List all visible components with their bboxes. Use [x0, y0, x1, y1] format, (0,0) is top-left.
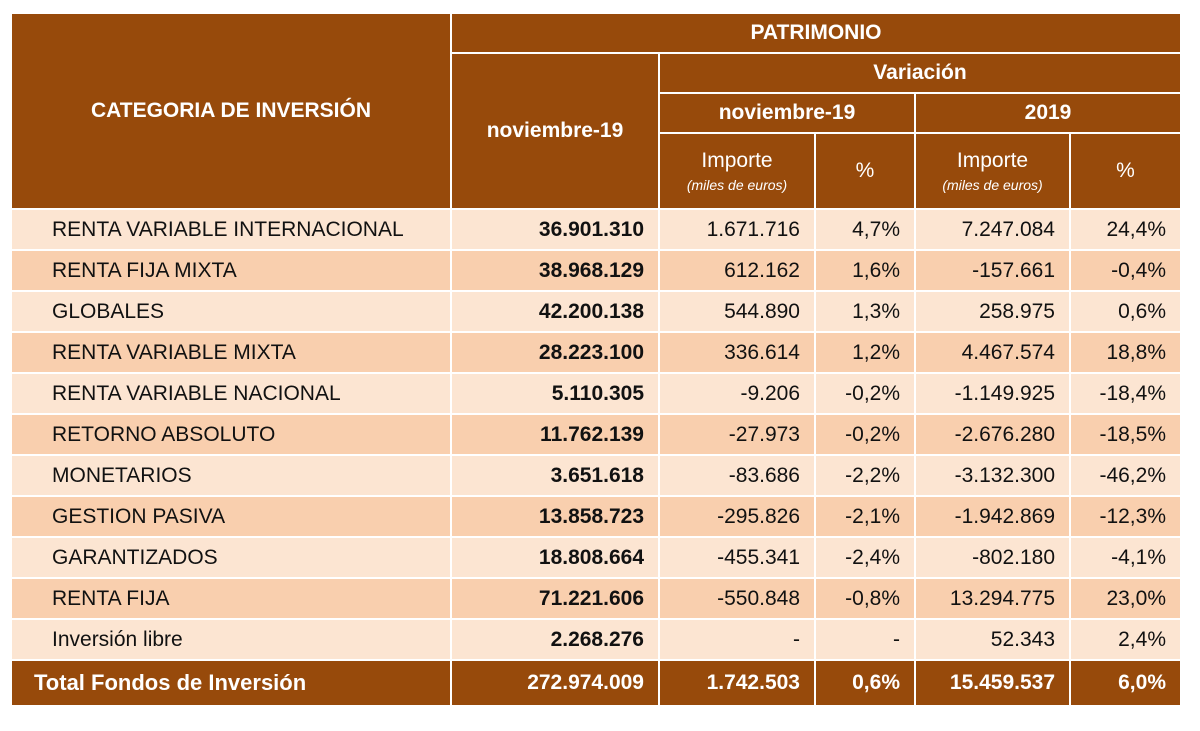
header-noviembre: noviembre-19 — [451, 53, 659, 209]
cell-pct-noviembre: -2,4% — [815, 537, 915, 578]
total-categoria: Total Fondos de Inversión — [11, 660, 451, 706]
table-row — [11, 414, 1181, 455]
cell-importe-noviembre: -83.686 — [659, 455, 815, 496]
cell-importe-noviembre: -550.848 — [659, 578, 815, 619]
table-row — [11, 619, 1181, 660]
cell-categoria: RENTA VARIABLE MIXTA — [11, 332, 451, 373]
miles-label: (miles de euros) — [942, 177, 1043, 193]
cell-importe-2019: -2.676.280 — [915, 414, 1070, 455]
cell-importe-noviembre: -455.341 — [659, 537, 815, 578]
cell-pct-noviembre: -2,1% — [815, 496, 915, 537]
cell-pct-2019: -46,2% — [1070, 455, 1181, 496]
table-row — [11, 537, 1181, 578]
cell-importe-2019: 13.294.775 — [915, 578, 1070, 619]
table-row — [11, 250, 1181, 291]
total-importe-2019: 15.459.537 — [915, 660, 1070, 706]
total-row — [11, 660, 1181, 706]
table-row — [11, 291, 1181, 332]
cell-categoria: GLOBALES — [11, 291, 451, 332]
cell-importe-2019: -802.180 — [915, 537, 1070, 578]
cell-categoria: MONETARIOS — [11, 455, 451, 496]
miles-label: (miles de euros) — [686, 177, 788, 193]
cell-pct-2019: -18,4% — [1070, 373, 1181, 414]
cell-importe-2019: 258.975 — [915, 291, 1070, 332]
cell-pct-noviembre: -0,2% — [815, 414, 915, 455]
table-row — [11, 578, 1181, 619]
header-pct-2019: % — [1070, 133, 1181, 209]
table-row — [11, 455, 1181, 496]
cell-importe-2019: -1.942.869 — [915, 496, 1070, 537]
cell-patrimonio: 3.651.618 — [451, 455, 659, 496]
cell-importe-noviembre: -9.206 — [659, 373, 815, 414]
cell-importe-noviembre: 612.162 — [659, 250, 815, 291]
cell-pct-2019: -12,3% — [1070, 496, 1181, 537]
total-importe-noviembre: 1.742.503 — [659, 660, 815, 706]
header-pct-noviembre: % — [815, 133, 915, 209]
header-variacion: Variación — [659, 53, 1181, 93]
cell-pct-2019: -18,5% — [1070, 414, 1181, 455]
cell-importe-2019: 52.343 — [915, 619, 1070, 660]
cell-categoria: Inversión libre — [11, 619, 451, 660]
cell-pct-2019: 24,4% — [1070, 209, 1181, 250]
cell-categoria: RENTA VARIABLE INTERNACIONAL — [11, 209, 451, 250]
cell-patrimonio: 18.808.664 — [451, 537, 659, 578]
cell-patrimonio: 71.221.606 — [451, 578, 659, 619]
cell-pct-noviembre: -0,2% — [815, 373, 915, 414]
cell-categoria: GARANTIZADOS — [11, 537, 451, 578]
cell-pct-noviembre: -2,2% — [815, 455, 915, 496]
header-var-2019: 2019 — [915, 93, 1181, 133]
cell-patrimonio: 2.268.276 — [451, 619, 659, 660]
cell-pct-noviembre: - — [815, 619, 915, 660]
cell-patrimonio: 38.968.129 — [451, 250, 659, 291]
cell-importe-2019: 7.247.084 — [915, 209, 1070, 250]
table-row — [11, 496, 1181, 537]
cell-pct-noviembre: -0,8% — [815, 578, 915, 619]
investment-table-container — [10, 12, 1180, 707]
cell-patrimonio: 42.200.138 — [451, 291, 659, 332]
total-pct-noviembre: 0,6% — [815, 660, 915, 706]
header-importe-noviembre — [659, 133, 815, 209]
header-importe-2019 — [915, 133, 1070, 209]
cell-pct-noviembre: 1,6% — [815, 250, 915, 291]
cell-pct-2019: 0,6% — [1070, 291, 1181, 332]
cell-importe-noviembre: 544.890 — [659, 291, 815, 332]
cell-importe-noviembre: 336.614 — [659, 332, 815, 373]
cell-pct-2019: 18,8% — [1070, 332, 1181, 373]
cell-categoria: RENTA FIJA MIXTA — [11, 250, 451, 291]
cell-patrimonio: 11.762.139 — [451, 414, 659, 455]
cell-pct-noviembre: 4,7% — [815, 209, 915, 250]
cell-categoria: RENTA FIJA — [11, 578, 451, 619]
cell-categoria: RETORNO ABSOLUTO — [11, 414, 451, 455]
cell-importe-2019: -3.132.300 — [915, 455, 1070, 496]
importe-label: Importe — [956, 149, 1029, 172]
cell-importe-noviembre: -295.826 — [659, 496, 815, 537]
header-categoria: CATEGORIA DE INVERSIÓN — [11, 13, 451, 209]
cell-importe-2019: -1.149.925 — [915, 373, 1070, 414]
investment-table — [10, 12, 1182, 707]
cell-pct-noviembre: 1,2% — [815, 332, 915, 373]
header-var-noviembre: noviembre-19 — [659, 93, 915, 133]
cell-pct-2019: 2,4% — [1070, 619, 1181, 660]
cell-pct-2019: 23,0% — [1070, 578, 1181, 619]
cell-patrimonio: 28.223.100 — [451, 332, 659, 373]
total-pct-2019: 6,0% — [1070, 660, 1181, 706]
cell-pct-2019: -0,4% — [1070, 250, 1181, 291]
cell-importe-2019: -157.661 — [915, 250, 1070, 291]
cell-categoria: RENTA VARIABLE NACIONAL — [11, 373, 451, 414]
cell-importe-noviembre: -27.973 — [659, 414, 815, 455]
header-patrimonio: PATRIMONIO — [451, 13, 1181, 53]
cell-categoria: GESTION PASIVA — [11, 496, 451, 537]
cell-patrimonio: 13.858.723 — [451, 496, 659, 537]
cell-patrimonio: 36.901.310 — [451, 209, 659, 250]
cell-pct-2019: -4,1% — [1070, 537, 1181, 578]
total-patrimonio: 272.974.009 — [451, 660, 659, 706]
cell-importe-noviembre: - — [659, 619, 815, 660]
table-row — [11, 373, 1181, 414]
table-row — [11, 209, 1181, 250]
table-row — [11, 332, 1181, 373]
importe-label: Importe — [701, 149, 773, 172]
cell-patrimonio: 5.110.305 — [451, 373, 659, 414]
cell-pct-noviembre: 1,3% — [815, 291, 915, 332]
cell-importe-noviembre: 1.671.716 — [659, 209, 815, 250]
cell-importe-2019: 4.467.574 — [915, 332, 1070, 373]
